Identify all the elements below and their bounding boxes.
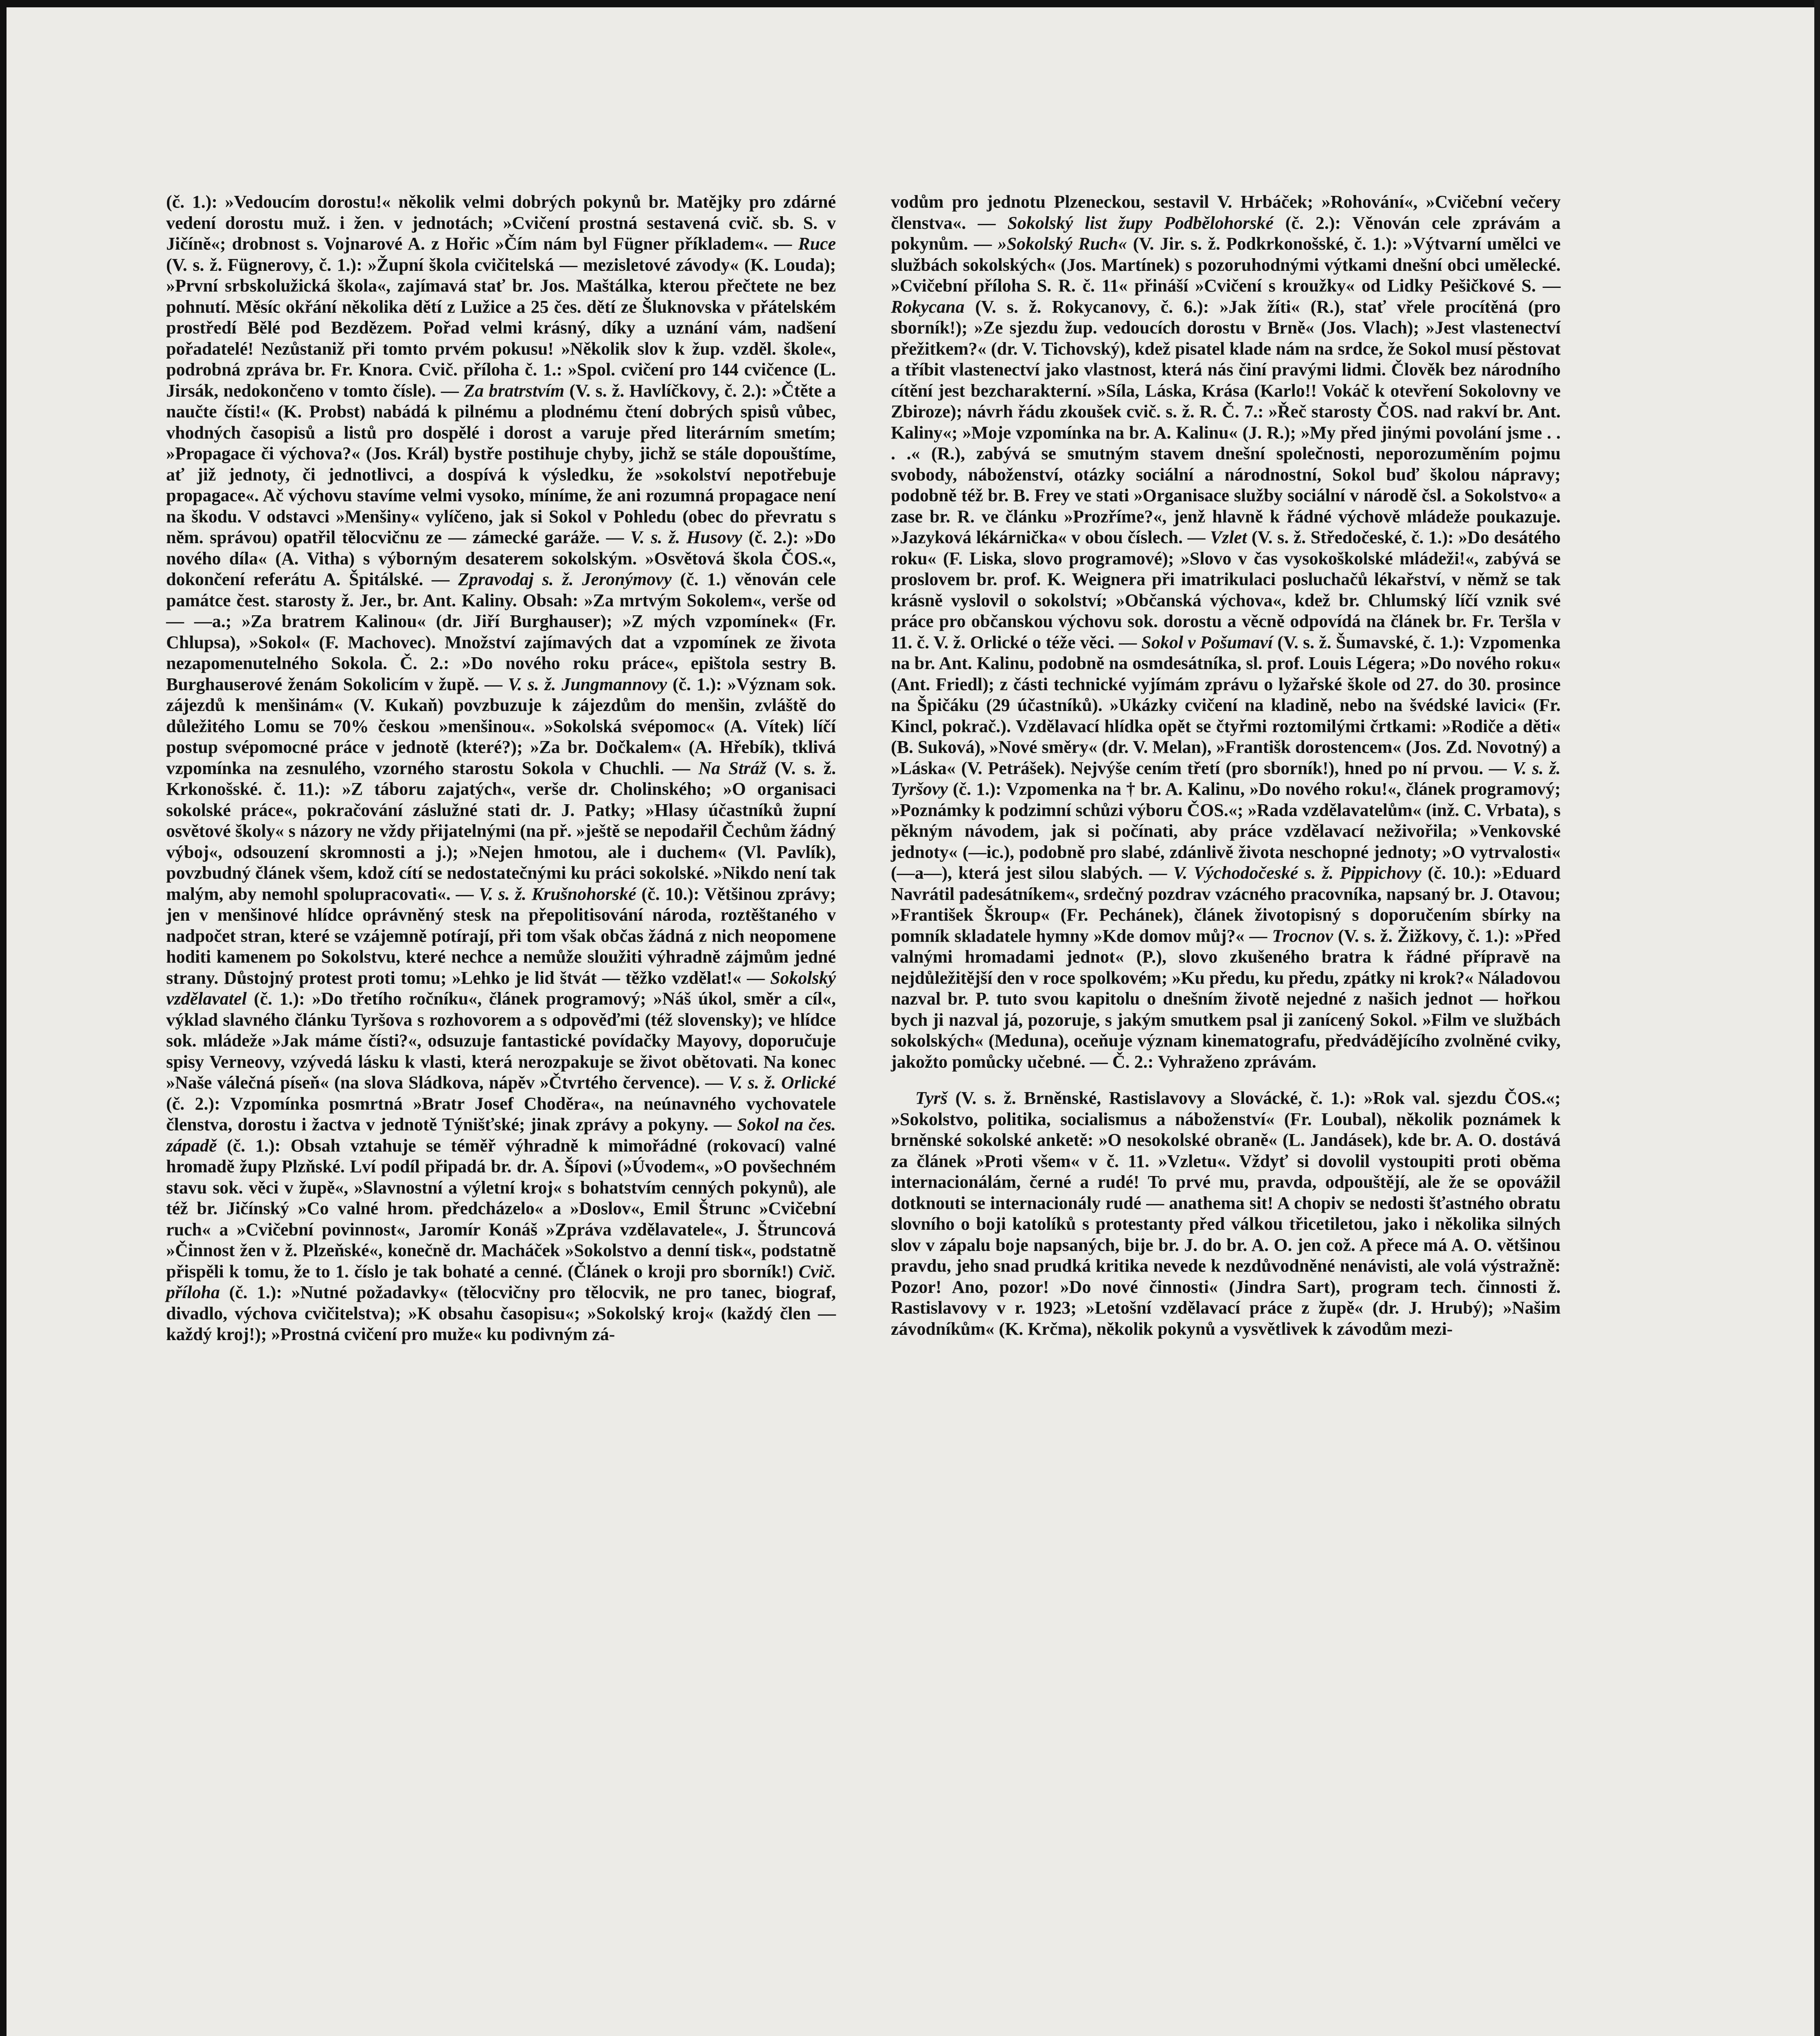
periodical-title: »Sokolský Ruch« bbox=[998, 234, 1127, 254]
paragraph bbox=[891, 191, 1561, 1072]
paragraph-text: (č. 2.): Věnován cele zprávám a pokynům. — bbox=[891, 213, 1561, 254]
periodical-title: Sokolský list župy Podbělohorské bbox=[1007, 213, 1274, 233]
scan-border-top bbox=[0, 0, 1820, 7]
periodical-title: Tyrš bbox=[915, 1088, 948, 1108]
scan-border-right bbox=[1814, 0, 1820, 2036]
periodical-title: V. s. ž. Husovy bbox=[630, 527, 742, 547]
paragraph-text: (č. 10.): »Eduard Navrátil padesátníkem«, srdečný pozdrav vzácného pracovníka, napsaný br. J. Otavou; »František Škroup« (Fr. Pechánek), článek životopisný s doporučením sbírky na pomník skladatele hymny »Kde domov můj?« — bbox=[891, 863, 1561, 946]
paragraph-text: (V. s. ž. Fügnerovy, č. 1.): »Župní škola cvičitelská — mezisletové závody« (K. Louda); »První srbskolužická škola«, zajímavá stať br. Jos. Maštálka, kterou přečtete ne bez pohnutí. Měsíc okřání několika dětí z Lužice a 25 čes. dětí ze Šluknovska v přátelském prostředí Bělé pod Bezdězem. Pořad velmi krásný, díky a uznání vám, nadšení pořadatelé! Nezůstaniž při tomto prvém pokusu! »Několik slov k žup. vzděl. škole«, podrobná zpráva br. Fr. Knora. Cvič. příloha č. 1.: »Spol. cvičení pro 144 cvičence (L. Jirsák, nedokončeno v tomto čísle). — bbox=[166, 254, 836, 401]
paragraph-text: (č. 1.): Vzpomenka na † br. A. Kalinu, »Do nového roku!«, článek programový; »Poznámky k podzimní schůzi výboru ČOS.«; »Rada vzdělavatelům« (inž. C. Vrbata), s pěkným návodem, jak si počínati, aby práce vzdělavací neživořila; »Venkovské jednoty« (—ic.), podobně pro slabé, zdánlivě života neschopné jednoty; »O vytrvalosti« (—a—), která jest silou slabých. — bbox=[891, 779, 1561, 883]
paragraph-text: (č. 2.): Vzpomínka posmrtná »Bratr Josef Choděra«, na neúnavného vychovatele členstva, dorostu i žactva v jednotě Týnišťské; jinak zprávy a pokyny. — bbox=[166, 1093, 836, 1134]
paragraph-text: (č. 1.): »Vedoucím dorostu!« několik velmi dobrých pokynů br. Matějky pro zdárné vedení dorostu muž. i žen. v jednotách; »Cvičení prostná sestavená cvič. sb. S. v Jičíně«; drobnost s. Vojnarové A. z Hořic »Čím nám byl Fügner příkladem«. — bbox=[166, 192, 836, 254]
periodical-title: Za bratrstvím bbox=[464, 380, 565, 401]
periodical-title: V. s. ž. Orlické bbox=[728, 1073, 836, 1093]
paragraph-text: (V. s. ž. Krkonošské. č. 11.): »Z táboru zajatých«, verše dr. Cholinského; »O organisaci sokolské práce«, pokračování záslužné stati dr. J. Patky; »Hlasy účastníků župní osvětové školy« s názory ne vždy přijatelnými (na př. »ještě se nepodařil Čechům žádný výboj«, odsouzení skromnosti a j.); »Nejen hmotou, ale i duchem« (Vl. Pavlík), povzbudný článek všem, kdož cítí se nedostatečnými ku práci sokolské. »Nikdo není tak malým, aby nemohl spolupracovati«. — bbox=[166, 758, 836, 904]
paragraph-text: (č. 10.): Většinou zprávy; jen v menšinové hlídce oprávněný stesk na přepolitisování národa, roztěštaného v nadpočet stran, které se vzájemně potírají, při tom však občas žádná z nich neopomene hoditi kamenem po Sokolstvu, které nechce a nemůže sloužiti výhradně zájmům jedné strany. Důstojný protest proti tomu; »Lehko je lid štvát — těžko vzdělat!« — bbox=[166, 884, 836, 988]
periodical-title: Ruce bbox=[798, 234, 836, 254]
periodical-title: Sokolský vzdělavatel bbox=[166, 968, 836, 1009]
paragraph-text: (č. 1.): »Význam sok. zájezdů k menšinám« (V. Kukaň) povzbuzuje k zájezdům do menšin, zvláště do důležitého Lomu se 70% českou »menšinou«. »Sokolská svépomoc« (A. Vítek) líčí postup svépomocné práce v jednotě (které?); »Za br. Dočkalem« (A. Hřebík), tklivá vzpomínka na zesnulého, vzorného starostu Sokola v Chuchli. — bbox=[166, 674, 836, 778]
periodical-title: Zpravodaj s. ž. Jeronýmovy bbox=[458, 569, 672, 589]
paragraph-text: (V. s. ž. Rokycanovy, č. 6.): »Jak žíti« (R.), stať vřele procítěná (pro sborník!); »Ze sjezdu žup. vedoucích dorostu v Brně« (Jos. Vlach); »Jest vlastenectví přežitkem?« (dr. V. Tichovský), kdež pisatel klade nám na srdce, že Sokol musí pěstovat a tříbit vlastenectví jako vlastnost, která nás činí pravými lidmi. Člověk bez národního cítění jest bezcharakterní. »Síla, Láska, Krása (Karlo!! Vokáč k otevření Sokolovny ve Zbiroze); návrh řádu zkoušek cvič. s. ž. R. Č. 7.: »Řeč starosty ČOS. nad rakví br. Ant. Kaliny«; »Moje vzpomínka na br. A. Kalinu« (J. R.); »My před jinými povolání jsme . . . .« (R.), zabývá se smutným stavem dnešní společnosti, neporozuměním pojmu svobody, náboženství, otázky sociální a národnostní, Sokol buď školou nápravy; podobně též br. B. Frey ve stati »Organisace služby sociální v národě čsl. a Sokolstvo« a zase br. R. ve článku »Prozříme?«, jenž hlavně k řádné výchově mládeže poukazuje. »Jazyková lékárnička« v obou číslech. — bbox=[891, 296, 1561, 547]
paragraph-text: (č. 1.) věnován cele památce čest. starosty ž. Jer., br. Ant. Kaliny. Obsah: »Za mrtvým Sokolem«, verše od — —a.; »Za bratrem Kalinou« (dr. Jiří Burghauser); »Z mých vzpomínek« (Fr. Chlupsa), »Sokol« (F. Machovec). Množství zajímavých dat a vzpomínek ze života nezapomenutelného Sokola. Č. 2.: »Do nového roku práce«, epištola sestry B. Burghauserové ženám Sokolicím v župě. — bbox=[166, 569, 836, 694]
periodical-title: Trocnov bbox=[1272, 926, 1333, 946]
paragraph-text: (č. 2.): »Do nového díla« (A. Vitha) s výborným desaterem sokolským. »Osvětová škola ČOS.«, dokončení referátu A. Špitálské. — bbox=[166, 527, 836, 589]
paragraph-text: (č. 1.): »Nutné požadavky« (tělocvičny pro tělocvik, ne pro tanec, biograf, divadlo, výchova cvičitelstva); »K obsahu časopisu«; »Sokolský kroj« (každý člen — každý kroj!); »Prostná cvičení pro muže« ku podivným zá- bbox=[166, 1282, 836, 1344]
paragraph-text: (V. Jir. s. ž. Podkrkonošské, č. 1.): »Výtvarní umělci ve službách sokolských« (Jos. Martínek) s pozoruhodnými výtkami dnešní obci umělecké. »Cvičební příloha S. R. č. 11« přináší »Cvičení s kroužky« od Lidky Pešičkové S. — bbox=[891, 234, 1561, 296]
scan-border-left bbox=[0, 0, 7, 2036]
periodical-title: V. s. ž. Tyršovy bbox=[891, 758, 1561, 799]
paragraph-text: (č. 1.): »Do třetího ročníku«, článek programový; »Náš úkol, směr a cíl«, výklad slavného článku Tyršova s rozhovorem a s odpověďmi (též slovensky); ve hlídce sok. mládeže »Jak máme čísti?«, odsuzuje fantastické povídačky Mayovy, doporučuje spisy Verneovy, vzývedá lásku k vlasti, která nerozpakuje se život obětovati. Na konec »Naše válečná píseň« (na slova Sládkova, nápěv »Čtvrtého července). — bbox=[166, 989, 836, 1093]
periodical-title: Vzlet bbox=[1210, 527, 1247, 547]
periodical-title: Sokol na čes. západě bbox=[166, 1115, 836, 1156]
paragraph-text: (V. s. ž. Brněnské, Rastislavovy a Slovácké, č. 1.): »Rok val. sjezdu ČOS.«; »Sokolstvo, politika, socialismus a náboženství« (Fr. Loubal), několik poznámek k brněnské sokolské anketě: »O nesokolské obraně« (L. Jandásek), kde br. A. O. dostává za článek »Proti všem« v č. 11. »Vzletu«. Vždyť si dovolil vystoupiti proti oběma internacionálám, černé a rudé! To prvé mu, pravda, odpouštějí, ale že se opovážil dotknouti se internacionály rudé — anathema sit! A chopiv se nedosti šťastného obratu slovního o boji katolíků s protestanty před válkou třicetiletou, jako i několika silných slov v zápalu boje napsaných, bije br. J. do br. A. O. jen což. A přece má A. O. většinou pravdu, jeho snad prudká kritika nevede k nezdůvodněné nenávisti, ale volá výstražně: Pozor! Ano, pozor! »Do nové činnosti« (Jindra Sart), program tech. činnosti ž. Rastislavovy v r. 1923; »Letošní vzdělavací práce z župě« (dr. J. Hrubý); »Našim závodníkům« (K. Krčma), několik pokynů a vysvětlivek k závodům mezi- bbox=[891, 1088, 1561, 1339]
right-text-column bbox=[891, 191, 1561, 1339]
periodical-title: V. s. ž. Krušnohorské bbox=[479, 884, 636, 904]
paragraph-text: (č. 1.): Obsah vztahuje se téměř výhradně k mimořádné (rokovací) valné hromadě župy Plzňské. Lví podíl připadá br. dr. A. Šípovi (»Úvodem«, »O povšechném stavu sok. věci v župě«, »Slavnostní a výletní kroj« s bohatstvím cenných pokynů), ale též br. Jičínský »Co valné hrom. předcházelo« a »Doslov«, Emil Štrunc »Cvičební ruch« a »Cvičební povinnost«, Jaromír Konáš »Zpráva vzdělavatele«, J. Štruncová »Činnost žen v ž. Plzeňské«, konečně dr. Macháček »Sokolstvo a denní tisk«, podstatně přispěli k tomu, že to 1. číslo je tak bohaté a cenné. (Článek o kroji pro sborník!) bbox=[166, 1135, 836, 1281]
paragraph-text: (V. s. ž. Žižkovy, č. 1.): »Před valnými hromadami jednot« (P.), slovo zkušeného bratra k řádné přípravě na nejdůležitější den v roce spolkovém; »Ku předu, ku předu, zpátky ni krok?« Náladovou nazval br. P. tuto svou kapitolu o dnešním životě nejedné z našich jednot — hořkou bych ji nazval já, pozoruje, s jakým smutkem psal ji zanícený Sokol. »Film ve službách sokolských« (Meduna), oceňuje význam kinematografu, předvádějícího zvolněné cviky, jakožto pomůcky učebné. — Č. 2.: Vyhraženo zprávám. bbox=[891, 926, 1561, 1072]
periodical-title: Sokol v Pošumaví bbox=[1141, 632, 1273, 652]
paragraph-text: (V. s. ž. Šumavské, č. 1.): Vzpomenka na br. Ant. Kalinu, podobně na osmdesátníka, sl. prof. Louis Légera; »Do nového roku« (Ant. Friedl); z části technické vyjímám zprávu o lyžařské škole od 27. do 30. prosince na Špičáku (29 účastníků). »Ukázky cvičení na kladině, nebo na švédské lavici« (Fr. Kincl, pokrač.). Vzdělavací hlídka opět se čtyřmi roztomilými črtkami: »Rodiče a děti« (B. Suková), »Nové směry« (dr. V. Melan), »Františk dorostencem« (Jos. Zd. Novotný) a »Láska« (V. Petrášek). Nejvýše cením třetí (pro sborník!), hned po ní prvou. — bbox=[891, 632, 1561, 778]
periodical-title: Na Stráž bbox=[698, 758, 767, 778]
paragraph bbox=[166, 191, 836, 1345]
paragraph bbox=[891, 1088, 1561, 1339]
periodical-title: V. s. ž. Jungmannovy bbox=[508, 674, 667, 694]
paragraph-text: (V. s. ž. Havlíčkovy, č. 2.): »Čtěte a naučte čísti!« (K. Probst) nabádá k pilnému a plodnému čtení dobrých spisů vůbec, vhodných časopisů a listů pro dospělé i dorost a varuje před literárním smetím; »Propagace či výchova?« (Jos. Král) bystře postihuje chyby, jichž se stále dopouštíme, ať již jednoty, či jednotlivci, a dospívá k výsledku, že »sokolství nepotřebuje propagace«. Ač výchovu stavíme velmi vysoko, míníme, že ani rozumná propagace není na škodu. V odstavci »Menšiny« vylíčeno, jak si Sokol v Pohledu (obec do převratu s něm. správou) opatřil tělocvičnu ze — zámecké garáže. — bbox=[166, 380, 836, 547]
periodical-title: V. Východočeské s. ž. Pippichovy bbox=[1173, 863, 1422, 883]
left-text-column bbox=[166, 191, 836, 1345]
paragraph-text: (V. s. ž. Středočeské, č. 1.): »Do desátého roku« (F. Liska, slovo programové); »Slovo v čas vysokoškolské mládeži!«, zabývá se proslovem br. prof. K. Weignera při imatrikulaci posluchačů lékařství, v němž se tak krásně vyslovil o sokolství; »Občanská výchova«, kdež br. Chlumský líčí vznik své práce pro občanskou výchovu sok. dorostu a věcně odpovídá na článek br. Fr. Teršla v 11. č. V. ž. Orlické o téže věci. — bbox=[891, 527, 1561, 652]
periodical-title: Cvič. příloha bbox=[166, 1261, 836, 1302]
periodical-title: Rokycana bbox=[891, 296, 965, 317]
paragraph-text: vodům pro jednotu Plzeneckou, sestavil V. Hrbáček; »Rohování«, »Cvičební večery členstva«. — bbox=[891, 192, 1561, 233]
